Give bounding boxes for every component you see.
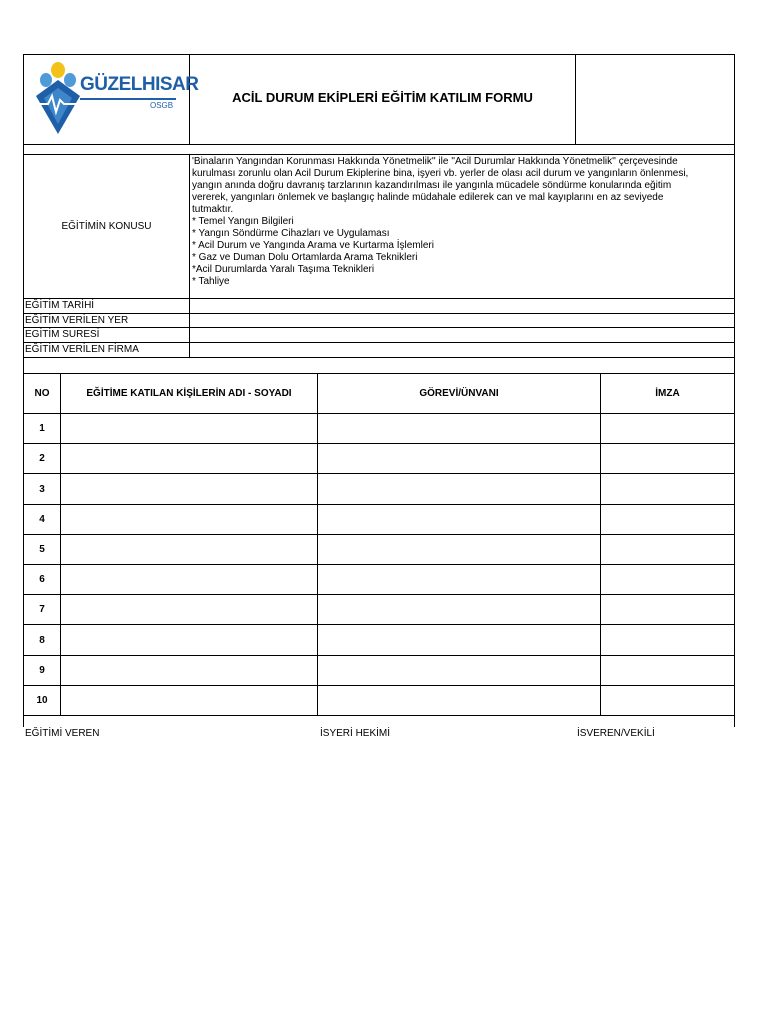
signature-cell[interactable] [601,505,734,534]
signature-cell[interactable] [601,565,734,594]
row-number: 1 [39,423,45,434]
topic-bullet: * Tahliye [192,276,230,287]
row-number: 4 [39,514,45,525]
row-number: 10 [36,695,48,706]
topic-line: yangın anında doğru davranış tarzlarının kazandırılması ile yangınla mücadele söndürme konularında eğitim [192,180,672,191]
name-cell[interactable] [61,505,317,534]
signature-cell[interactable] [601,686,734,715]
title-cell[interactable] [318,505,600,534]
title-cell[interactable] [318,565,600,594]
signature-cell[interactable] [601,414,734,443]
topic-bullet: *Acil Durumlarda Yaralı Taşıma Teknikleri [192,264,375,275]
row-number: 2 [39,453,45,464]
name-cell[interactable] [61,414,317,443]
topic-line: kurulması zorunlu olan Acil Durum Ekiplerine bina, işyeri vb. yerler de olası acil durum ve yangınların önlenmesi, [192,168,689,179]
title-cell[interactable] [318,656,600,685]
title-cell[interactable] [318,535,600,564]
form-title: ACİL DURUM EKİPLERİ EĞİTİM KATILIM FORMU [232,90,533,105]
topic-bullet: * Yangın Söndürme Cihazları ve Uygulaması [192,228,390,239]
topic-line: vererek, yangınları önlemek ve başlangıç halinde müdahale edilerek can ve mal kayıplarını en az seviyede [192,192,664,203]
doctor-label: İSYERİ HEKİMİ [320,728,391,739]
trainer-label: EĞİTİMİ VEREN [25,728,100,739]
topic-description [192,156,732,288]
row-number: 9 [39,665,45,676]
name-cell[interactable] [61,625,317,655]
signature-cell[interactable] [601,656,734,685]
title-cell[interactable] [318,414,600,443]
header-signature: İMZA [655,388,680,399]
name-cell[interactable] [61,535,317,564]
row-number: 8 [39,634,45,646]
date-label: EĞİTİM TARİHİ [25,300,95,311]
duration-field[interactable] [190,328,734,342]
topic-line: tutmaktır. [192,204,234,215]
header-no: NO [34,388,50,399]
row-number: 5 [39,544,45,555]
company-label: EĞİTİM VERİLEN FİRMA [25,344,139,355]
header-title: GÖREVİ/ÜNVANI [419,388,499,399]
name-cell[interactable] [61,565,317,594]
logo-sub-text: OSGB [150,101,174,110]
company-field[interactable] [190,343,734,357]
employer-label: İSVEREN/VEKİLİ [577,728,655,739]
topic-line: 'Binaların Yangından Korunması Hakkında Yönetmelik'' ile ''Acil Durumlar Hakkında Yönetmelik'' çerçevesinde [192,156,678,167]
title-cell[interactable] [318,595,600,624]
duration-label: EGİTİM SURESİ [25,329,100,340]
title-cell[interactable] [318,444,600,473]
name-cell[interactable] [61,444,317,473]
row-number: 6 [39,574,45,585]
topic-bullet: * Gaz ve Duman Dolu Ortamlarda Arama Teknikleri [192,252,418,263]
topic-label: EĞİTİMİN KONUSU [61,221,152,232]
title-cell[interactable] [318,474,600,504]
logo-brand-text: GÜZELHISAR [80,74,199,95]
logo-emblem-icon [34,60,82,136]
signature-cell[interactable] [601,535,734,564]
topic-bullet: * Acil Durum ve Yangında Arama ve Kurtarma İşlemleri [192,240,434,251]
date-field[interactable] [190,299,734,313]
name-cell[interactable] [61,474,317,504]
place-label: EĞİTİM VERİLEN YER [25,315,129,326]
signature-cell[interactable] [601,625,734,655]
signature-cell[interactable] [601,444,734,473]
signature-cell[interactable] [601,474,734,504]
title-cell[interactable] [318,625,600,655]
topic-bullet: * Temel Yangın Bilgileri [192,216,294,227]
logo-divider [80,98,176,100]
signature-cell[interactable] [601,595,734,624]
title-cell[interactable] [318,686,600,715]
row-number: 3 [39,483,45,495]
name-cell[interactable] [61,656,317,685]
row-number: 7 [39,604,45,615]
company-logo [30,58,199,138]
header-name: EĞİTİME KATILAN KİŞİLERİN ADI - SOYADI [86,388,292,399]
name-cell[interactable] [61,595,317,624]
place-field[interactable] [190,314,734,327]
name-cell[interactable] [61,686,317,715]
